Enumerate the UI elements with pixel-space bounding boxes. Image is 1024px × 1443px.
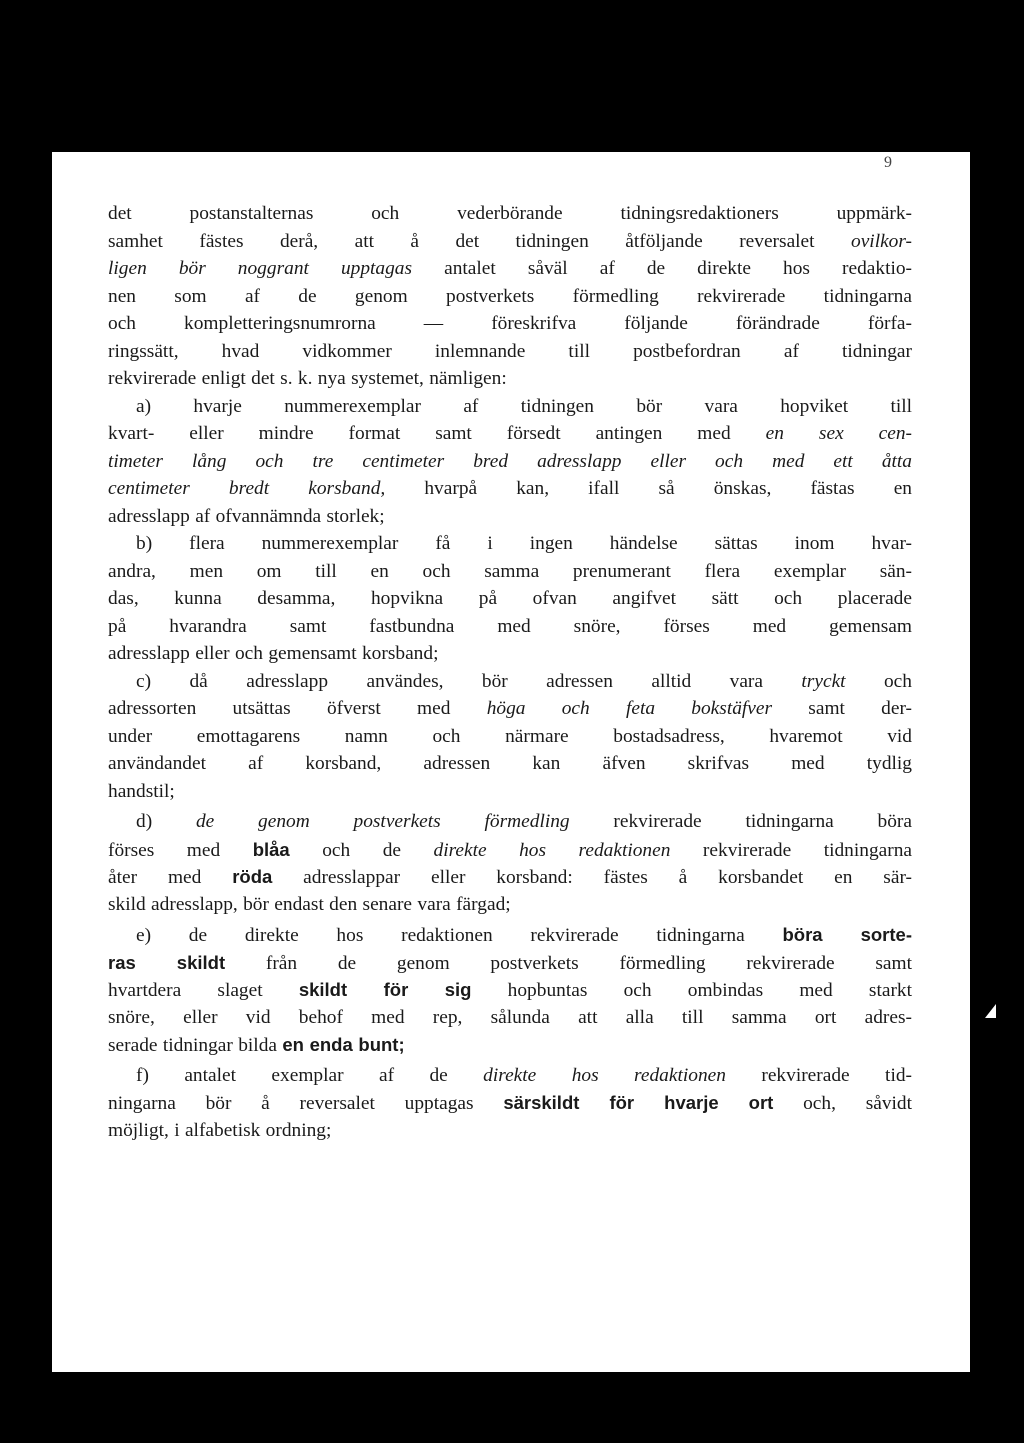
text-run: och de (289, 839, 434, 861)
text-run: från de genom postverkets förmedling rekvirerade samt (225, 952, 912, 974)
text-line (108, 310, 912, 338)
italic-text: direkte hos redaktionen (433, 839, 671, 861)
text-line (108, 640, 912, 668)
text-run: skild adresslapp, bör endast den senare vara färgad; (108, 893, 511, 915)
text-run: åter med (108, 867, 233, 888)
text-line (108, 668, 912, 696)
italic-text: ovilkor- (851, 230, 912, 252)
text-run: adresslappar eller korsband: fästes å korsbandet en sär- (272, 867, 912, 888)
text-run: det postanstalternas och vederbörande tidningsredaktioners uppmärk- (108, 203, 912, 224)
text-line (108, 393, 912, 421)
italic-text: timeter lång och tre centimeter bred adresslapp eller och med ett åtta (108, 450, 912, 472)
italic-text: en sex cen- (765, 423, 912, 444)
text-run: c) då adresslapp användes, bör adressen alltid vara (136, 670, 802, 692)
text-run: d) (136, 811, 196, 832)
text-run: hvarpå kan, ifall så önskas, fästas en (385, 478, 912, 499)
bold-text: särskildt för hvarje ort (503, 1092, 774, 1113)
text-run: hvartdera slaget (108, 980, 299, 1001)
italic-text: direkte hos redaktionen (483, 1064, 726, 1086)
text-line (108, 558, 912, 586)
text-line (108, 338, 912, 366)
text-run: samt der- (772, 698, 913, 719)
text-line (108, 750, 912, 778)
text-line (108, 1004, 912, 1032)
text-line (108, 1117, 912, 1145)
text-run: snöre, eller vid behof med rep, sålunda att alla till samma ort adres- (108, 1006, 912, 1028)
text-line (108, 695, 912, 723)
italic-text: ligen bör noggrant upptagas (108, 258, 413, 279)
text-run: handstil; (108, 780, 175, 802)
bold-text: blåa (252, 838, 290, 860)
corner-mark-icon (985, 1004, 996, 1018)
text-line (108, 976, 912, 1004)
text-run: serade tidningar bilda (108, 1035, 283, 1056)
text-run: och, såvidt (773, 1093, 913, 1114)
text-line (108, 585, 912, 613)
text-run: rekvirerade tid- (725, 1064, 912, 1086)
text-run: rekvirerade tidningarna böra (569, 811, 912, 832)
text-run: adressorten utsättas öfverst med (108, 698, 487, 719)
text-run: och kompletteringsnumrorna — föreskrifva följande förändrade förfa- (108, 313, 912, 334)
text-run: möjligt, i alfabetisk ordning; (108, 1119, 332, 1141)
text-run: a) hvarje nummerexemplar af tidningen bör vara hopviket till (136, 395, 912, 417)
text-line (108, 283, 912, 311)
text-line (108, 836, 912, 864)
text-run: rekvirerade tidningarna (670, 839, 913, 861)
bold-text: röda (232, 866, 273, 887)
text-run: nen som af de genom postverkets förmedling rekvirerade tidningarna (108, 285, 912, 307)
text-line (108, 921, 912, 949)
text-line (108, 475, 912, 503)
text-run: under emottagarens namn och närmare bostadsadress, hvaremot vid (108, 725, 912, 747)
text-run: förses med (108, 839, 253, 861)
text-run: antalet såväl af de direkte hos redaktio- (412, 258, 913, 279)
text-line (108, 808, 912, 836)
text-line (108, 723, 912, 751)
text-line (108, 1089, 912, 1117)
text-run: adresslapp eller och gemensamt korsband; (108, 643, 439, 664)
text-run: ringssätt, hvad vidkommer inlemnande till postbefordran af tidningar (108, 340, 912, 362)
page-number: 9 (884, 154, 892, 171)
text-line (108, 891, 912, 919)
text-run: kvart- eller mindre format samt försedt antingen med (108, 423, 766, 444)
italic-text: tryckt (801, 670, 846, 692)
text-line (108, 420, 912, 448)
bold-text: ras skildt (108, 951, 226, 973)
italic-text: de genom postverkets förmedling (195, 811, 570, 832)
text-run: användandet af korsband, adressen kan äfven skrifvas med tydlig (108, 753, 912, 774)
text-run: f) antalet exemplar af de (136, 1064, 484, 1086)
text-line (108, 255, 912, 283)
text-run: rekvirerade enligt det s. k. nya systemet, nämligen: (108, 368, 507, 389)
text-run: på hvarandra samt fastbundna med snöre, förses med gemensam (108, 615, 912, 637)
text-line (108, 448, 912, 476)
text-run: b) flera nummerexemplar få i ingen händelse sättas inom hvar- (136, 533, 912, 554)
italic-text: centimeter bredt korsband, (108, 478, 386, 499)
text-line (108, 365, 912, 393)
body-text (108, 200, 912, 1144)
bold-text: böra sorte- (782, 924, 912, 945)
text-run: e) de direkte hos redaktionen rekvirerade tidningarna (136, 925, 783, 946)
text-line (108, 778, 912, 806)
text-line (108, 530, 912, 558)
text-run: hopbuntas och ombindas med starkt (471, 980, 912, 1001)
text-line (108, 1062, 912, 1090)
bold-text: en enda bunt; (282, 1034, 405, 1055)
text-line (108, 949, 912, 977)
text-line (108, 228, 912, 256)
text-line (108, 200, 912, 228)
text-run: samhet fästes derå, att å det tidningen åtföljande reversalet (108, 230, 851, 252)
text-line (108, 613, 912, 641)
text-run: och (845, 670, 912, 692)
text-line (108, 1031, 912, 1059)
text-run: adresslapp af ofvannämnda storlek; (108, 505, 385, 527)
bold-text: skildt för sig (298, 979, 472, 1000)
italic-text: höga och feta bokstäfver (486, 698, 773, 719)
text-run: andra, men om till en och samma prenumerant flera exemplar sän- (108, 560, 912, 582)
document-page (52, 152, 970, 1372)
text-line (108, 503, 912, 531)
text-run: ningarna bör å reversalet upptagas (108, 1093, 504, 1114)
text-line (108, 863, 912, 891)
text-run: das, kunna desamma, hopvikna på ofvan angifvet sätt och placerade (108, 588, 912, 609)
